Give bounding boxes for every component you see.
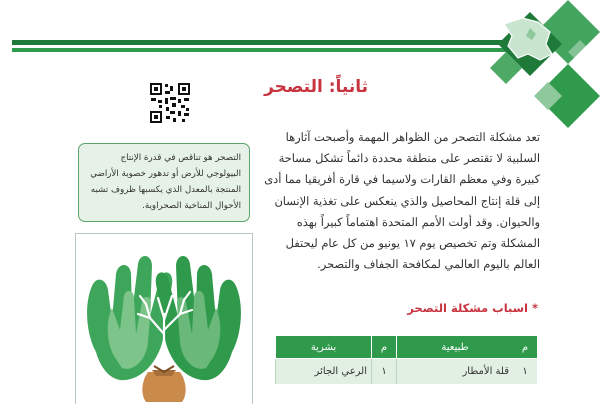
table-row (276, 359, 538, 385)
col-header-number: م (513, 336, 537, 359)
kuwait-map-icon (500, 14, 558, 64)
definition-text: التصحر هو تناقص في قدرة الإنتاج البيولوجي للأرض أو تدهور خصوبة الأراضي المنتجة بالمعدل الذي يكسبها ظروف تشبه الأحوال المناخية الصحراوية. (90, 153, 241, 211)
cell-number-2: ١ (372, 359, 397, 385)
body-paragraph: تعد مشكلة التصحر من الظواهر المهمة وأصبحت آثارها السلبية لا تقتصر على منطقة محددة دائماً تشكل مساحة كبيرة وفي معظم القارات ولاسيما في قارة أفريقيا مما أدى إلى قلة إنتاج المحاصيل والذي ينعكس على تغذية الإنسان والحيوان. وقد أولت الأمم المتحدة اهتماماً كبيراً بهذه المشكلة وتم تخصيص يوم ١٧ يونيو من كل عام ليحتفل العالم باليوم العالمي لمكافحة الجفاف والتصحر. (264, 130, 540, 272)
col-header-natural: طبيعية (397, 336, 514, 359)
cell-human: الرعي الجائر (276, 359, 372, 385)
illustration-frame (75, 233, 253, 404)
col-header-human: بشرية (276, 336, 372, 359)
causes-table (275, 336, 537, 384)
page-title: ثانياً: التصحر (264, 77, 368, 97)
cell-natural: قلة الأمطار (397, 359, 514, 385)
causes-heading: * اسباب مشكلة التصحر (407, 301, 538, 315)
definition-box (78, 143, 250, 222)
hands-tree-illustration (76, 234, 252, 405)
cell-number: ١ (513, 359, 537, 385)
col-header-number-2: م (372, 336, 397, 359)
table-header-row (276, 336, 538, 359)
qr-code-icon[interactable] (148, 81, 192, 125)
